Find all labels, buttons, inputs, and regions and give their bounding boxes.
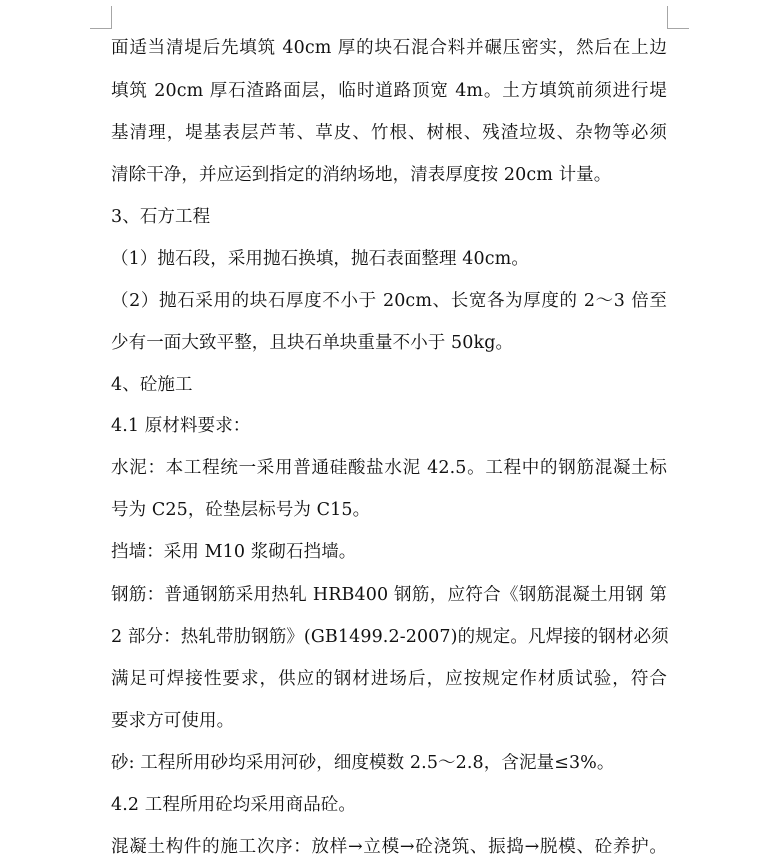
list-item-continuation: 少有一面大致平整，且块石单块重量不小于 50kg。 <box>111 333 514 353</box>
paragraph-line: 2 部分：热轧带肋钢筋》(GB1499.2-2007)的规定。凡焊接的钢材必须 <box>111 627 669 647</box>
subsection-heading: 4.1 原材料要求： <box>111 416 251 436</box>
paragraph-line: 号为 C25，砼垫层标号为 C15。 <box>111 500 371 520</box>
crop-mark-top-right-horizontal <box>667 28 689 29</box>
crop-mark-top-left-horizontal <box>90 28 112 29</box>
paragraph-line: 挡墙：采用 M10 浆砌石挡墙。 <box>111 542 357 562</box>
paragraph-line: 基清理，堤基表层芦苇、草皮、竹根、树根、残渣垃圾、杂物等必须 <box>111 123 667 143</box>
paragraph-line: 清除干净，并应运到指定的消纳场地，清表厚度按 20cm 计量。 <box>111 165 612 185</box>
paragraph-line: 水泥：本工程统一采用普通硅酸盐水泥 42.5。工程中的钢筋混凝土标 <box>111 458 667 478</box>
paragraph-line: 砂: 工程所用砂均采用河砂，细度模数 2.5～2.8，含泥量≤3%。 <box>111 753 615 773</box>
list-item: （2）抛石采用的块石厚度不小于 20cm、长宽各为厚度的 2～3 倍至 <box>111 291 667 311</box>
subsection-heading: 4.2 工程所用砼均采用商品砼。 <box>111 795 356 815</box>
section-heading: 3、石方工程 <box>111 207 211 227</box>
crop-mark-top-left-vertical <box>111 6 112 28</box>
section-heading: 4、砼施工 <box>111 375 193 395</box>
paragraph-line: 要求方可使用。 <box>111 711 235 731</box>
list-item: （1）抛石段，采用抛石换填，抛石表面整理 40cm。 <box>111 249 529 269</box>
crop-mark-top-right-vertical <box>667 6 668 28</box>
paragraph-line: 钢筋：普通钢筋采用热轧 HRB400 钢筋，应符合《钢筋混凝土用钢 第 <box>111 585 667 605</box>
paragraph-line: 填筑 20cm 厚石渣路面层，临时道路顶宽 4m。土方填筑前须进行堤 <box>111 81 667 101</box>
paragraph-line: 面适当清堤后先填筑 40cm 厚的块石混合料并碾压密实，然后在上边 <box>111 38 667 58</box>
paragraph-line: 混凝土构件的施工次序：放样→立模→砼浇筑、振捣→脱模、砼养护。 <box>111 837 667 857</box>
paragraph-line: 满足可焊接性要求，供应的钢材进场后，应按规定作材质试验，符合 <box>111 669 667 689</box>
